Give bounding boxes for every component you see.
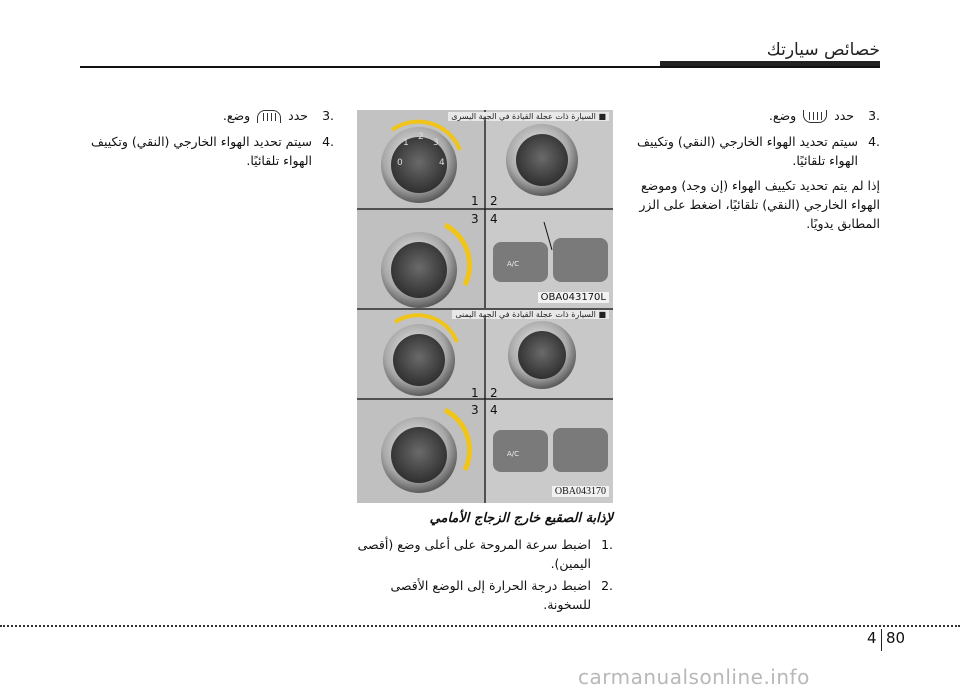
knob-number-4: 4 <box>439 158 445 168</box>
knob-number-0: 0 <box>397 158 403 168</box>
knob-number-2: 2 <box>418 132 424 142</box>
figure-bottom-label-4: 4 <box>490 403 498 417</box>
left-step-3-number: .3 <box>322 108 334 123</box>
left-step-3-text-after: وضع. <box>222 108 251 123</box>
right-step-3-text-after: وضع. <box>768 108 797 123</box>
figure-bottom-label-3: 3 <box>471 403 479 417</box>
middle-step-2-number: .2 <box>601 578 613 593</box>
figure-top-label-1: 1 <box>471 194 479 208</box>
knob-number-1: 1 <box>403 138 409 148</box>
figure-top-label-3: 3 <box>471 212 479 226</box>
left-step-3-text-before: حدد <box>288 108 309 123</box>
right-step-4 <box>610 132 880 170</box>
figure-top-label-2: 2 <box>490 194 498 208</box>
figure-bottom-label-2: 2 <box>490 386 498 400</box>
watermark: carmanualsonline.info <box>578 665 810 689</box>
right-step-3 <box>610 106 880 125</box>
windshield-defrost-icon <box>257 110 281 123</box>
header-rule <box>80 66 880 68</box>
middle-step-2-text: اضبط درجة الحرارة إلى الوضع الأقصى للسخونة. <box>390 578 591 612</box>
page-number-divider <box>881 629 882 651</box>
right-step-4-number: .4 <box>868 134 880 149</box>
defrost-icon <box>803 110 827 123</box>
right-step-4-text: سيتم تحديد الهواء الخارجي (النقي) وتكييف الهواء تلقائيًا. <box>637 134 858 168</box>
knob-number-3: 3 <box>433 138 439 148</box>
left-step-4-text: سيتم تحديد الهواء الخارجي (النقي) وتكييف الهواء تلقائيًا. <box>91 134 312 168</box>
right-note-paragraph: إذا لم يتم تحديد تكييف الهواء (إن وجد) وموضع الهواء الخارجي (النقي) تلقائيًا، اضغط على الزر المطابق يدويًا. <box>639 178 880 231</box>
figure-drawing <box>357 110 613 503</box>
figure-bottom-caption: ■ السيارة ذات عجلة القيادة في الجهة اليمنى <box>452 310 609 319</box>
middle-step-1-text: اضبط سرعة المروحة على أعلى وضع (أقصى اليمين). <box>357 537 591 571</box>
climate-control-figure <box>357 110 613 503</box>
page-header-title: خصائص سيارتك <box>766 40 880 60</box>
chapter-number: 4 <box>867 629 877 647</box>
left-step-3 <box>64 106 334 125</box>
section-title: لإذابة الصقيع خارج الزجاج الأمامي <box>429 511 613 526</box>
figure-top-label-4: 4 <box>490 212 498 226</box>
figure-top-caption: ■ السيارة ذات عجلة القيادة في الجهة اليسرى <box>448 112 609 121</box>
middle-step-2 <box>355 576 613 614</box>
ac-button-label-bottom: A/C <box>507 450 520 458</box>
right-step-3-number: .3 <box>868 108 880 123</box>
footer-dotted-rule <box>0 625 960 627</box>
middle-step-1-number: .1 <box>601 537 613 552</box>
middle-step-1 <box>355 535 613 573</box>
figure-bottom-code: OBA043170 <box>552 486 609 497</box>
figure-bottom-label-1: 1 <box>471 386 479 400</box>
page-number: 80 <box>886 629 906 647</box>
left-step-4-number: .4 <box>322 134 334 149</box>
left-step-4 <box>74 132 334 170</box>
ac-button-label-top: A/C <box>507 260 520 268</box>
figure-top-code: OBA043170L <box>538 292 609 303</box>
right-step-3-text-before: حدد <box>834 108 855 123</box>
